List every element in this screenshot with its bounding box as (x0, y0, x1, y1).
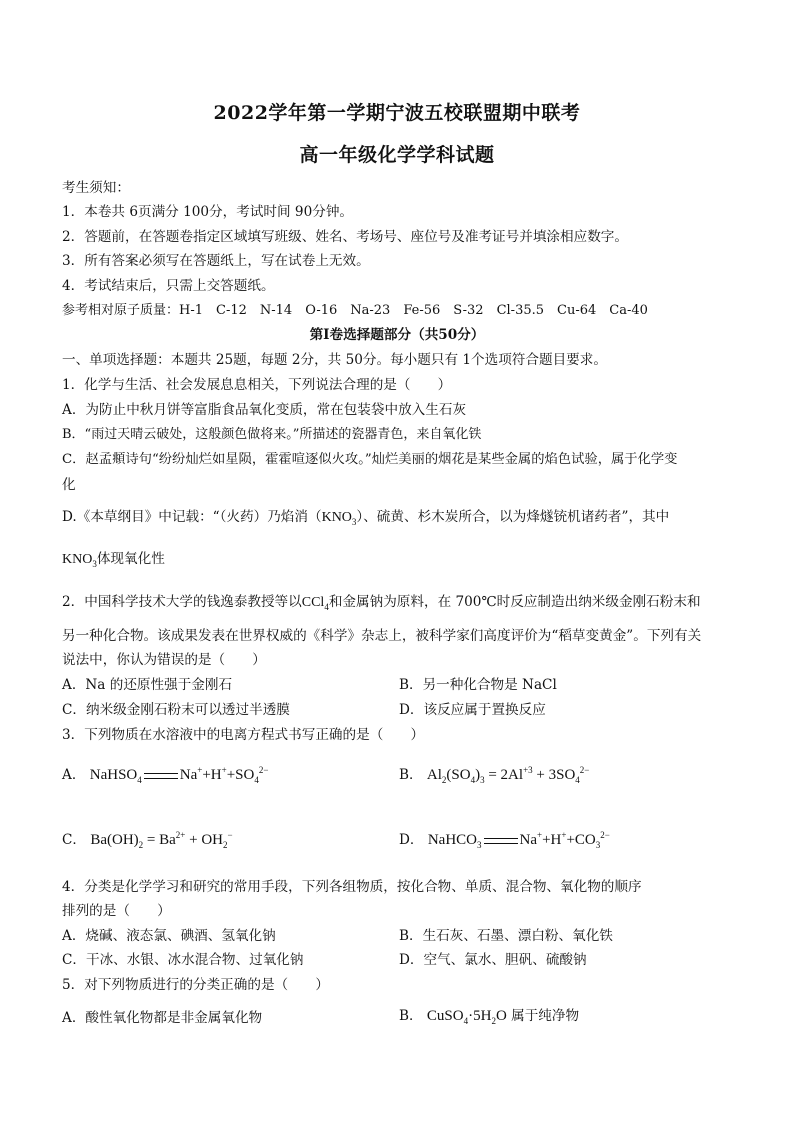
question-1-option-c-cont: 化 (62, 477, 76, 493)
question-4-option-c: C．干冰、水银、冰水混合物、过氧化钠 (62, 952, 304, 968)
question-4-option-a: A．烧碱、液态氯、碘酒、氢氧化钠 (62, 928, 276, 944)
section-instructions: 一、单项选择题：本题共 25题，每题 2分，共 50分。每小题只有 1个选项符合题目要求。 (62, 352, 607, 368)
question-2-stem-2: 另一种化合物。该成果发表在世界权威的《科学》杂志上，被科学家们高度评价为“稻草变黄金”。下列有关 (62, 628, 702, 644)
question-3-option-d: D． NaHCO$_3$ $Na^++H^++CO_3^{2-}$ (399, 830, 610, 850)
question-5-stem: 5．对下列物质进行的分类正确的是（ ） (62, 977, 329, 993)
kno3-formula-2: $KNO_3$ (62, 552, 97, 569)
exam-subtitle: 高一年级化学学科试题 (299, 144, 495, 166)
ccl4-formula: CCl$_4$ (301, 595, 329, 612)
question-2-option-c: C．纳米级金刚石粉末可以透过半透膜 (62, 702, 290, 718)
section-title: 第Ⅰ卷选择题部分（共50分） (309, 327, 485, 343)
question-3-option-a: A． NaHSO$_4$ $Na^++H^++SO_4^{2-}$ (62, 765, 269, 785)
question-2-option-d: D．该反应属于置换反应 (399, 702, 546, 718)
question-4-option-d: D．空气、氯水、胆矾、硫酸钠 (399, 952, 587, 968)
question-3-stem: 3．下列物质在水溶液中的电离方程式书写正确的是（ ） (62, 727, 425, 743)
exam-title: 2022学年第一学期宁波五校联盟期中联考 (213, 102, 581, 124)
question-2-stem-3: 说法中，你认为错误的是（ ） (62, 652, 266, 668)
equation-c: $Ba(OH)_2 = Ba^{2+} + OH_2^-$ (90, 830, 233, 850)
notice-item-4: 4．考试结束后，只需上交答题纸。 (62, 278, 275, 294)
question-1-option-c: C．赵孟頫诗句“纷纷灿烂如星陨，霍霍喧逐似火攻。”灿烂美丽的烟花是某些金属的焰色试验，属于化学变 (62, 452, 678, 467)
question-1-option-a: A．为防止中秋月饼等富脂食品氧化变质，常在包装袋中放入生石灰 (62, 402, 467, 418)
question-1-option-b: B．“雨过天晴云破处，这般颜色做将来。”所描述的瓷器青色，来自氧化铁 (62, 427, 482, 442)
question-1-option-d (62, 505, 669, 526)
notice-heading: 考生须知： (62, 180, 130, 196)
question-5-option-a: A．酸性氧化物都是非金属氧化物 (62, 1010, 263, 1026)
question-4-option-b: B．生石灰、石墨、漂白粉、氧化铁 (399, 928, 613, 944)
equation-d: NaHCO$_3$ $Na^++H^++CO_3^{2-}$ (427, 830, 610, 850)
question-1-option-d-text-1: D.《本草纲目》中记载：“（火药）乃焰消（ (62, 509, 322, 525)
question-4-stem-2: 排列的是（ ） (62, 903, 171, 919)
question-1-option-d-cont: $KNO_3$体现氧化性 (62, 551, 165, 569)
equation-a: NaHSO$_4$ $Na^++H^++SO_4^{2-}$ (89, 765, 269, 785)
question-5-option-b: B． $CuSO_4\cdot 5H_2O$ 属于纯净物 (399, 1008, 580, 1026)
equals-sign (484, 838, 518, 844)
notice-item-1: 1．本卷共 6页满分 100分，考试时间 90分钟。 (62, 204, 354, 220)
question-1-option-d-text-2: ）、硫黄、杉木炭所合，以为烽燧铳机诸药者”，其中 (356, 509, 670, 525)
notice-item-3: 3．所有答案必须写在答题纸上，写在试卷上无效。 (62, 253, 370, 269)
equals-sign (144, 773, 178, 779)
question-3-option-c: C． $Ba(OH)_2 = Ba^{2+} + OH_2^-$ (62, 830, 233, 850)
atomic-masses: 参考相对原子质量：H-1 C-12 N-14 O-16 Na-23 Fe-56 S-32 Cl-35.5 Cu-64 Ca-40 (62, 303, 648, 318)
equation-b: $Al_2(SO_4)_3 = 2Al^{+3} + 3SO_4^{2-}$ (426, 765, 590, 785)
question-2-option-b: B．另一种化合物是 NaCl (399, 677, 557, 693)
cuso4-formula: $CuSO_4\cdot 5H_2O$ (426, 1008, 507, 1026)
question-2-option-a: A．Na 的还原性强于金刚石 (62, 677, 233, 693)
notice-item-2: 2．答题前，在答题卷指定区域填写班级、姓名、考场号、座位号及准考证号并填涂相应数字。 (62, 229, 628, 245)
question-4-stem: 4．分类是化学学习和研究的常用手段，下列各组物质，按化合物、单质、混合物、氧化物的顺序 (62, 879, 642, 895)
question-1-stem: 1．化学与生活、社会发展息息相关，下列说法合理的是（ ） (62, 377, 452, 393)
kno3-formula: $KNO_3$ (321, 510, 357, 527)
question-3-option-b: B． $Al_2(SO_4)_3 = 2Al^{+3} + 3SO_4^{2-}$ (399, 765, 590, 785)
question-2-stem: 2．中国科学技术大学的钱逸泰教授等以CCl$_4$和金属钠为原料，在 700℃时反应制造出纳米级金刚石粉末和 (62, 594, 701, 612)
